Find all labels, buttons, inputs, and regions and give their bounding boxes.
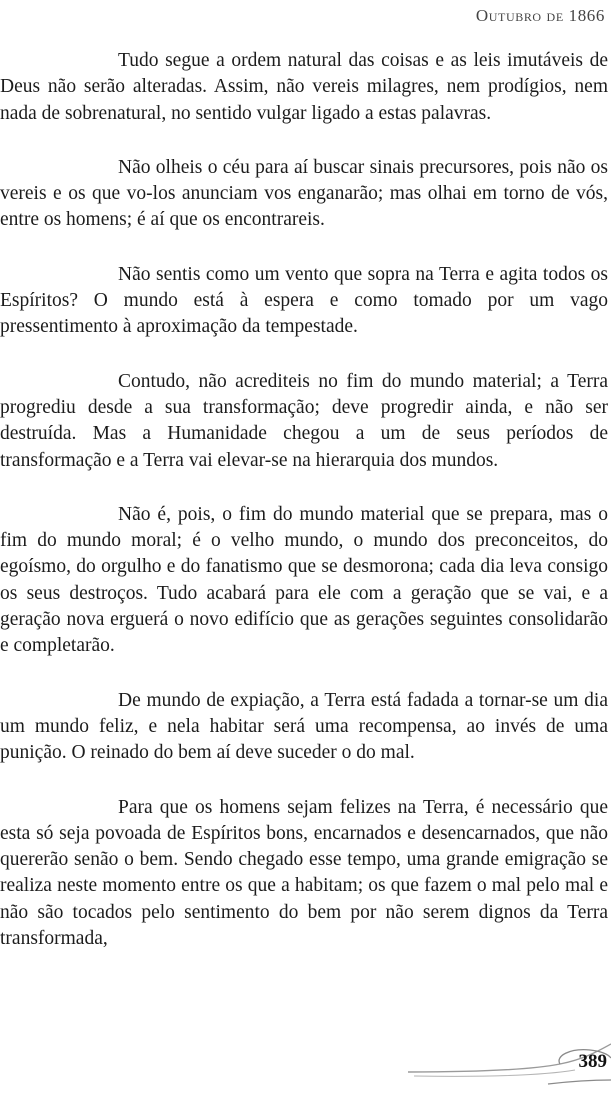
- paragraph: De mundo de expiação, a Terra está fadada a tornar-se um dia um mundo feliz, e nela habitar será uma recompensa, ao invés de uma punição. O reinado do bem aí deve suceder o do mal.: [0, 689, 608, 764]
- page-body: [0, 48, 608, 980]
- footer-ornament-swash: [0, 1020, 611, 1090]
- paragraph: Não olheis o céu para aí buscar sinais precursores, pois não os vereis e os que vo-los anunciam vos enganarão; mas olhai em torno de vós, entre os homens; é aí que os encontrareis.: [0, 156, 608, 231]
- page-number: 389: [578, 1051, 607, 1072]
- paragraph: Não sentis como um vento que sopra na Terra e agita todos os Espíritos? O mundo está à espera e como tomado por um vago pressentimento à aproximação da tempestade.: [0, 263, 608, 338]
- paragraph: Tudo segue a ordem natural das coisas e as leis imutáveis de Deus não serão alteradas. Assim, não vereis milagres, nem prodígios, nem nada de sobrenatural, no sentido vulgar ligado a estas palavras.: [0, 50, 608, 124]
- paragraph: Contudo, não acrediteis no fim do mundo material; a Terra progrediu desde a sua transformação; deve progredir ainda, e não ser destruída. Mas a Humanidade chegou a um de seus períodos de transformação e a Terra vai elevar-se na hierarquia dos mundos.: [0, 370, 608, 471]
- paragraph: Para que os homens sejam felizes na Terra, é necessário que esta só seja povoada de Espíritos bons, encarnados e desencarnados, que não quererão senão o bem. Sendo chegado esse tempo, uma grande emigração se realiza neste momento entre os que a habitam; os que fazem o mal pelo mal e não são tocados pelo sentimento do bem por não serem dignos da Terra transformada,: [0, 796, 608, 950]
- page-footer: [0, 1020, 611, 1090]
- paragraph: Não é, pois, o fim do mundo material que se prepara, mas o fim do mundo moral; é o velho mundo, o mundo dos preconceitos, do egoísmo, do orgulho e do fanatismo que se desmorona; cada dia leva consigo os seus destroços. Tudo acabará para ele com a geração que se vai, e a geração nova erguerá o novo edifício que as gerações seguintes consolidarão e completarão.: [0, 503, 608, 657]
- running-head-title: Outubro de 1866: [475, 6, 605, 25]
